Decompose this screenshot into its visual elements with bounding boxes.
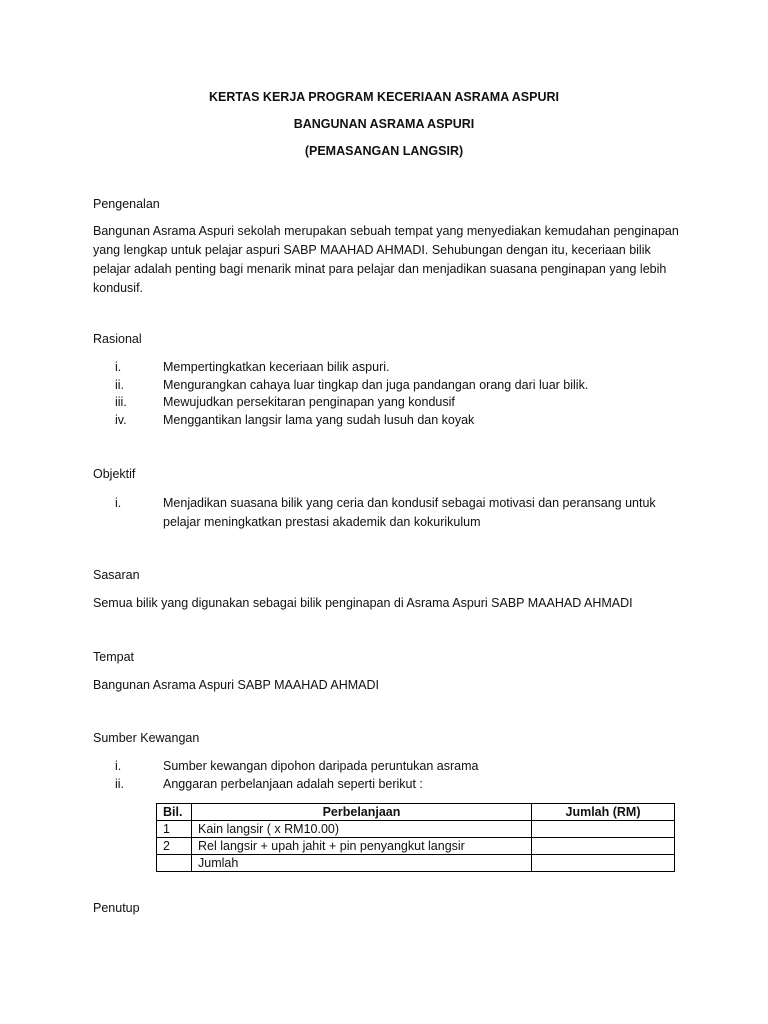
list-item (93, 494, 693, 531)
section-heading-penutup: Penutup (93, 901, 140, 915)
cell-bil: 2 (157, 838, 192, 855)
table-row-total (157, 855, 675, 872)
list-number: ii. (115, 377, 125, 392)
list-item (93, 776, 693, 794)
sumber-list (93, 758, 693, 793)
header-perbelanjaan: Perbelanjaan (192, 804, 532, 821)
section-heading-sumber-kewangan: Sumber Kewangan (93, 731, 200, 745)
section-heading-pengenalan: Pengenalan (93, 197, 160, 211)
list-text: Anggaran perbelanjaan adalah seperti berikut : (163, 776, 423, 791)
table-row (157, 838, 675, 855)
list-item (93, 359, 693, 377)
section-heading-rasional: Rasional (93, 332, 142, 346)
list-number: iii. (115, 395, 127, 409)
cell-bil (157, 855, 192, 872)
header-jumlah: Jumlah (RM) (532, 804, 675, 821)
rasional-list (93, 359, 693, 429)
objektif-list (93, 494, 693, 531)
section-heading-objektif: Objektif (93, 467, 136, 481)
list-number: i. (115, 360, 122, 374)
list-text: Menjadikan suasana bilik yang ceria dan kondusif sebagai motivasi dan peransang untuk pelajar meningkatkan prestasi akademik dan kokurikulum (163, 496, 656, 529)
cell-bil: 1 (157, 821, 192, 838)
table-row (157, 821, 675, 838)
cell-jumlah (532, 821, 675, 838)
list-text: Mempertingkatkan keceriaan bilik aspuri. (163, 360, 390, 374)
pengenalan-paragraph: Bangunan Asrama Aspuri sekolah merupakan sebuah tempat yang menyediakan kemudahan penginapan yang lengkap untuk pelajar aspuri SABP MAAHAD AHMADI. Sehubungan dengan itu, keceriaan bilik pelajar adalah penting bagi menarik minat para pelajar dan menjadikan suasana penginapan yang lebih kondusif. (93, 224, 679, 295)
cell-perbelanjaan: Jumlah (192, 855, 532, 872)
list-text: Mewujudkan persekitaran penginapan yang kondusif (163, 395, 455, 409)
cell-perbelanjaan: Rel langsir + upah jahit + pin penyangkut langsir (192, 838, 532, 855)
list-number: iv. (115, 412, 127, 427)
list-text: Menggantikan langsir lama yang sudah lusuh dan koyak (163, 412, 475, 427)
list-item (93, 377, 693, 395)
list-number: ii. (115, 776, 125, 791)
document-subtitle-2: (PEMASANGAN LANGSIR) (304, 144, 464, 158)
budget-table (156, 803, 675, 872)
list-text: Mengurangkan cahaya luar tingkap dan juga pandangan orang dari luar bilik. (163, 377, 589, 392)
list-number: i. (115, 496, 122, 510)
document-subtitle: BANGUNAN ASRAMA ASPURI (293, 117, 475, 131)
cell-perbelanjaan: Kain langsir ( x RM10.00) (192, 821, 532, 838)
list-text: Sumber kewangan dipohon daripada peruntukan asrama (163, 759, 479, 773)
list-item (93, 412, 693, 430)
cell-jumlah (532, 838, 675, 855)
header-bil: Bil. (157, 804, 192, 821)
sasaran-text: Semua bilik yang digunakan sebagai bilik penginapan di Asrama Aspuri SABP MAAHAD AHMADI (93, 596, 633, 610)
cell-jumlah (532, 855, 675, 872)
section-heading-sasaran: Sasaran (93, 568, 140, 582)
list-item (93, 758, 693, 776)
document-title: KERTAS KERJA PROGRAM KECERIAAN ASRAMA ASPURI (208, 90, 560, 104)
list-number: i. (115, 759, 122, 773)
section-heading-tempat: Tempat (93, 650, 134, 664)
list-item (93, 394, 693, 412)
table-header-row (157, 804, 675, 821)
tempat-text: Bangunan Asrama Aspuri SABP MAAHAD AHMADI (93, 678, 380, 692)
